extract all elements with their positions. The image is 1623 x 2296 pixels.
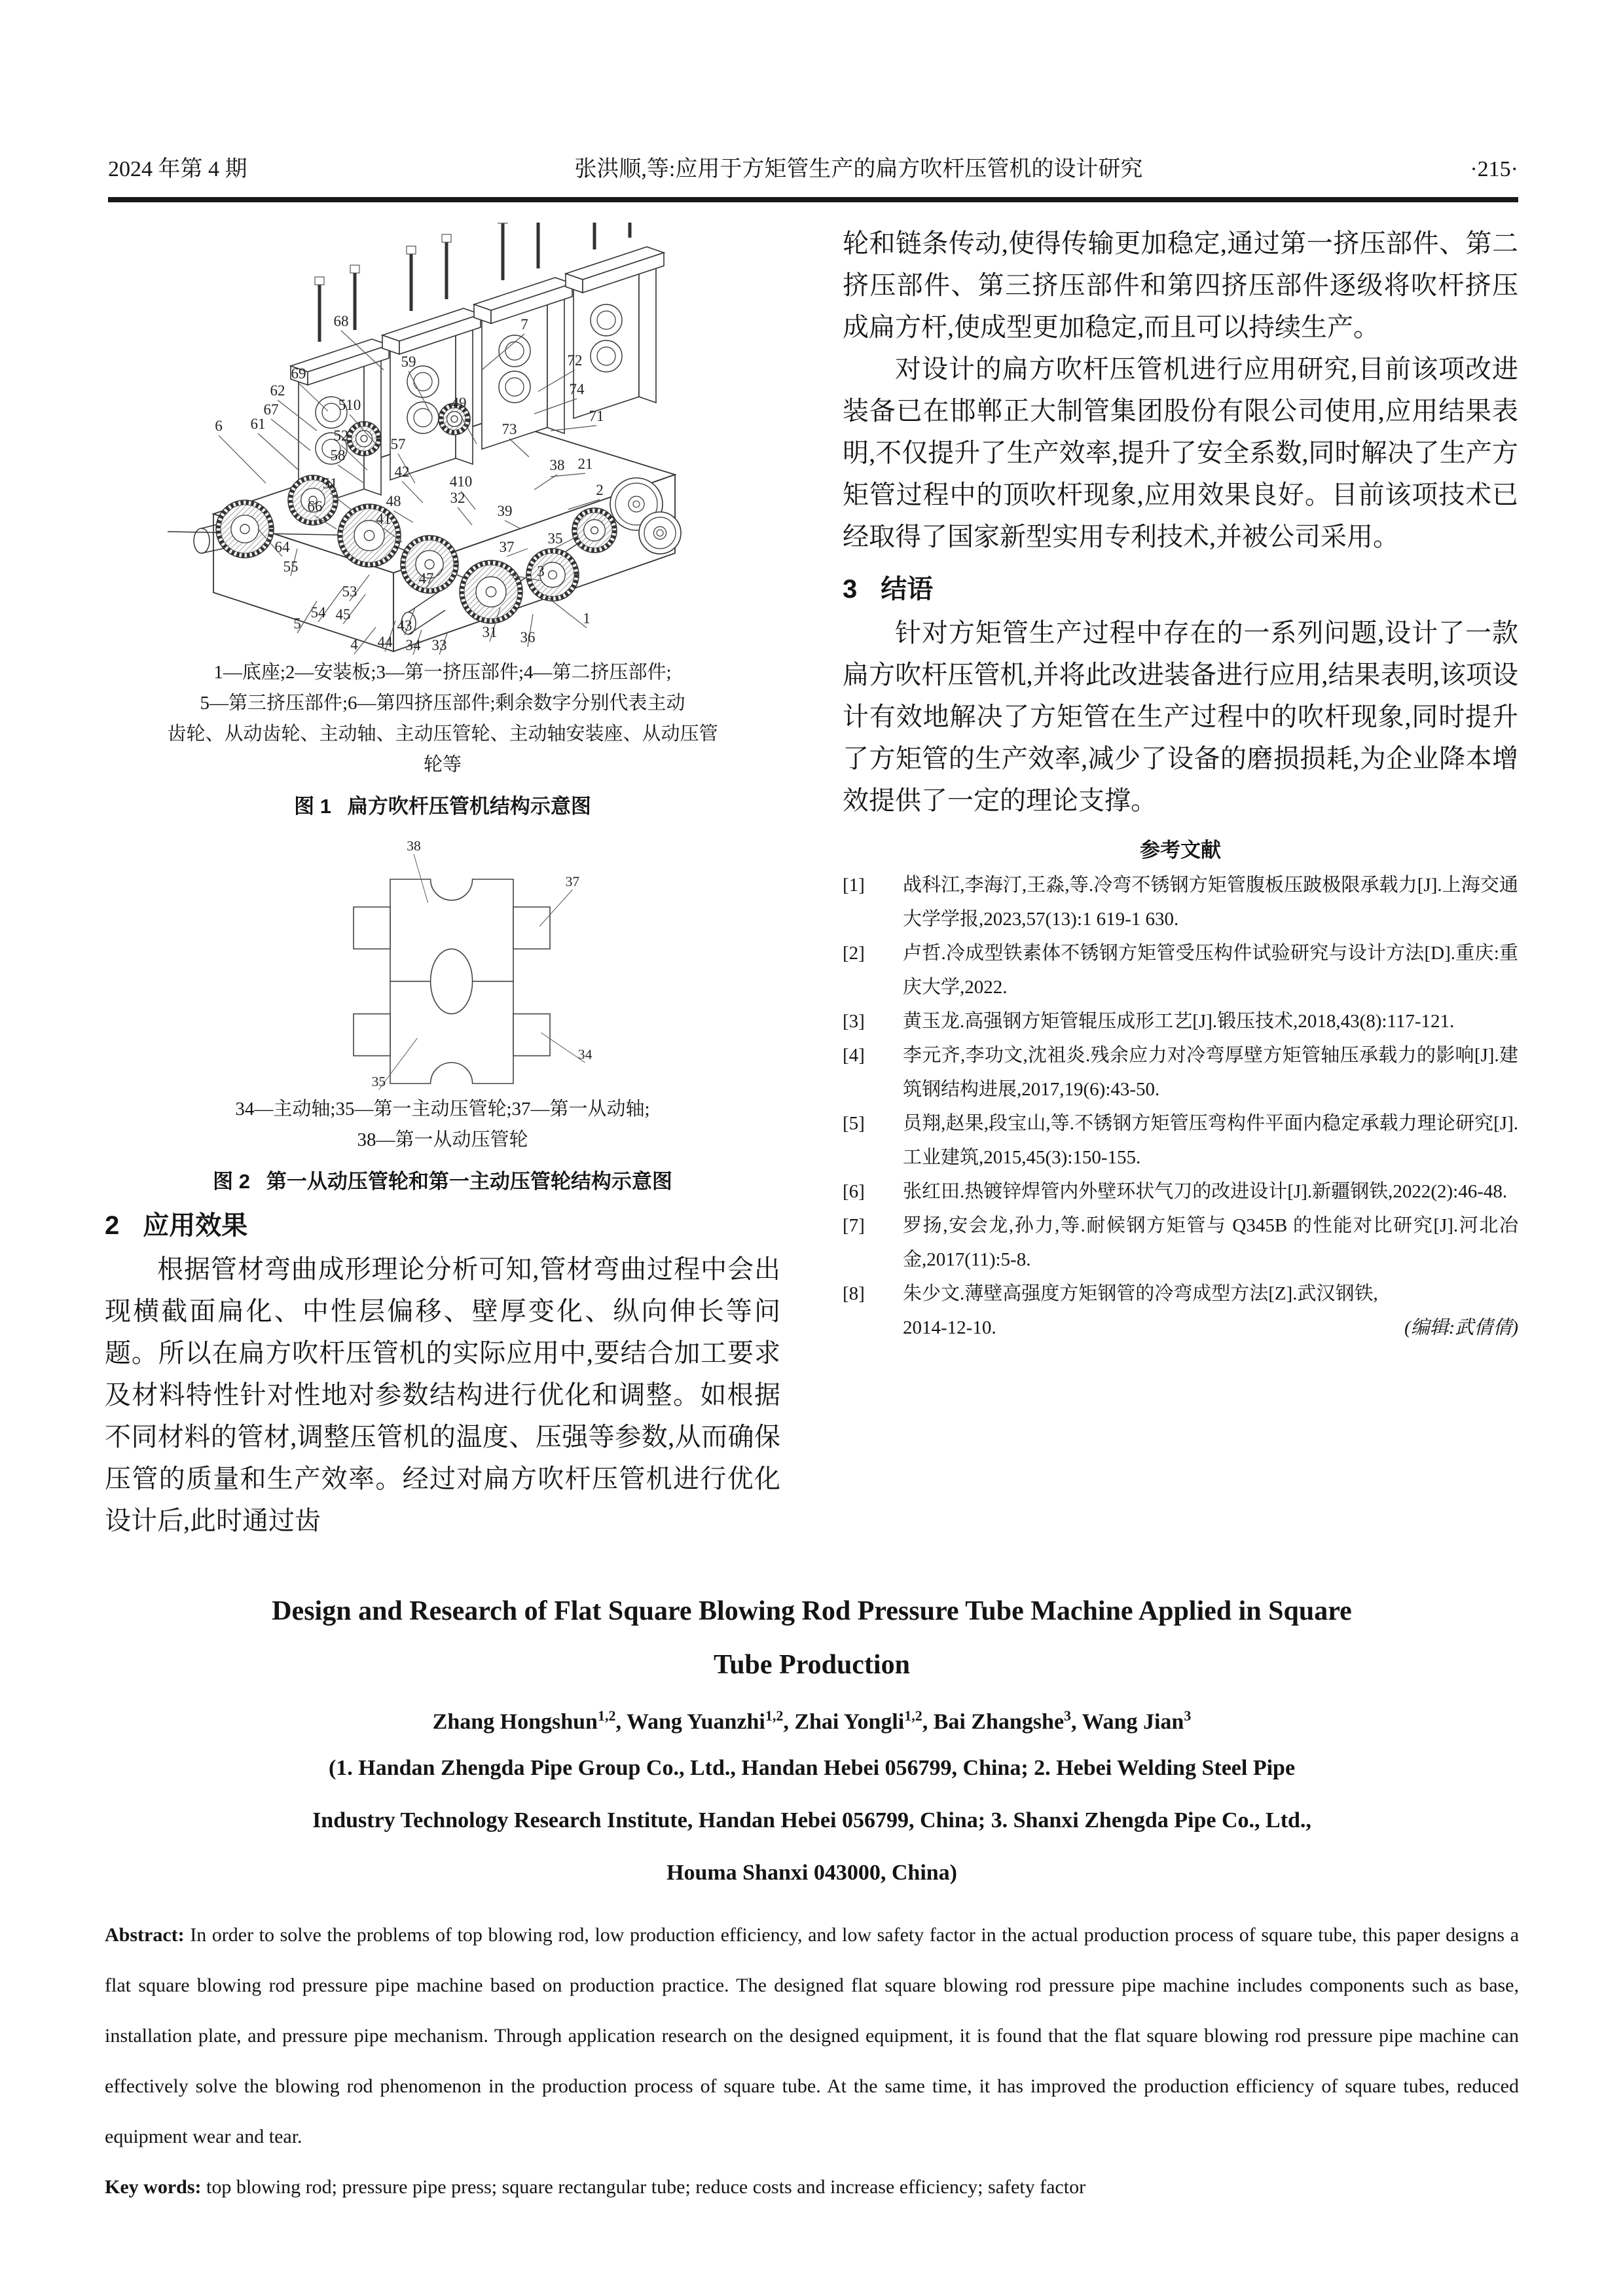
figure1-note-line: 1—底座;2—安装板;3—第一挤压部件;4—第二挤压部件;: [213, 662, 672, 683]
reference-number: [7]: [843, 1215, 865, 1236]
svg-text:68: 68: [333, 313, 349, 329]
svg-text:64: 64: [274, 539, 290, 555]
svg-text:41: 41: [376, 511, 392, 527]
svg-text:47: 47: [418, 570, 434, 587]
running-title: 张洪顺,等:应用于方矩管生产的扁方吹杆压管机的设计研究: [574, 157, 1143, 181]
reference-item: [6] 张红田.热镀锌焊管内外壁环状气刀的改进设计[J].新疆钢铁,2022(2):46-48.: [843, 1175, 1518, 1209]
svg-text:31: 31: [482, 624, 498, 640]
figure1-note-line: 齿轮、从动齿轮、主动轴、主动压管轮、主动轴安装座、从动压管: [167, 723, 718, 744]
section-2-number: 2: [105, 1211, 120, 1240]
svg-text:32: 32: [450, 490, 465, 506]
svg-text:58: 58: [330, 447, 346, 464]
section-2-paragraph: 根据管材弯曲成形理论分析可知,管材弯曲过程中会出现横截面扁化、中性层偏移、壁厚变化、纵向伸长等问题。所以在扁方吹杆压管机的实际应用中,要结合加工要求及材料特性针对性地对参数结构进行优化和调整。如根据不同材料的管材,调整压管机的温度、压强等参数,从而确保压管的质量和生产效率。经过对扁方吹杆压管机进行优化设计后,此时通过齿: [105, 1254, 780, 1535]
figure1-caption-number: 图 1: [294, 795, 332, 818]
svg-text:51: 51: [322, 475, 338, 492]
section-2-title: 应用效果: [143, 1211, 248, 1240]
svg-text:55: 55: [283, 558, 299, 575]
section-3-heading: [843, 568, 1518, 606]
svg-text:44: 44: [377, 634, 393, 650]
svg-text:6: 6: [215, 418, 223, 434]
svg-text:61: 61: [250, 416, 266, 432]
page-number: ·215·: [1470, 157, 1518, 181]
figure2-drawing: [279, 829, 606, 1091]
right-column: [843, 223, 1518, 1345]
page-header: [108, 151, 1518, 183]
svg-text:5: 5: [293, 615, 301, 632]
reference-number: [1]: [843, 875, 865, 896]
continuation-paragraph: 轮和链条传动,使得传输更加稳定,通过第一挤压部件、第二挤压部件、第三挤压部件和第四挤压部件逐级将吹杆挤压成扁方杆,使成型更加稳定,而且可以持续生产。: [843, 228, 1518, 342]
svg-text:33: 33: [431, 637, 447, 653]
abstract-text: In order to solve the problems of top blowing rod, low production efficiency, and low safety factor in the actual production process of square tube, this paper designs a flat square blowing rod pressure pipe machine based on production practice. The designed flat square blowing rod pressure pipe machine includes components such as base, installation plate, and pressure pipe mechanism. Through application research on the designed equipment, it is found that the flat square blowing rod pressure pipe machine can effectively solve the blowing rod phenomenon in the production process of square tube. At the same time, it has improved the production efficiency of square tubes, reduced equipment wear and tear.: [105, 1924, 1520, 2148]
reference-item: [3] 黄玉龙.高强钢方矩管辊压成形工艺[J].锻压技术,2018,43(8):117-121.: [843, 1004, 1518, 1038]
svg-text:38: 38: [407, 838, 421, 854]
reference-list: [843, 868, 1518, 1345]
section-3-number: 3: [843, 575, 858, 604]
figure1-note-line: 轮等: [423, 754, 462, 775]
svg-text:43: 43: [397, 617, 412, 634]
abstract-label: Abstract:: [105, 1924, 185, 1946]
figure2-caption: [105, 1165, 780, 1194]
svg-text:21: 21: [577, 456, 593, 472]
reference-number: [5]: [843, 1113, 865, 1134]
reference-number: [4]: [843, 1045, 865, 1066]
reference-item: [4] 李元齐,李功文,沈祖炎.残余应力对冷弯厚壁方矩管轴压承载力的影响[J].建筑钢结构进展,2017,19(6):43-50.: [843, 1038, 1518, 1106]
svg-text:49: 49: [451, 395, 467, 411]
svg-text:4: 4: [350, 636, 358, 653]
reference-item: [1] 战科江,李海汀,王淼,等.冷弯不锈钢方矩管腹板压跛极限承载力[J].上海交通大学学报,2023,57(13):1 619-1 630.: [843, 868, 1518, 936]
svg-text:54: 54: [310, 604, 326, 621]
figure1-drawing: [105, 223, 780, 655]
svg-text:35: 35: [547, 530, 563, 547]
svg-text:72: 72: [567, 352, 583, 369]
english-title: [105, 1584, 1519, 1692]
affiliation-line: (1. Handan Zhengda Pipe Group Co., Ltd., Handan Hebei 056799, China; 2. Hebei Welding Steel Pipe: [328, 1756, 1296, 1781]
svg-text:45: 45: [335, 606, 351, 623]
svg-text:48: 48: [386, 493, 401, 509]
svg-text:7: 7: [520, 316, 528, 333]
svg-text:52: 52: [333, 428, 349, 444]
header-rule: [108, 197, 1518, 202]
reference-number: [8]: [843, 1283, 865, 1304]
svg-text:53: 53: [342, 583, 357, 600]
reference-item: [2] 卢哲.冷成型铁素体不锈钢方矩管受压构件试验研究与设计方法[D].重庆:重庆大学,2022.: [843, 936, 1518, 1004]
figure2-caption-title: 第一从动压管轮和第一主动压管轮结构示意图: [266, 1170, 672, 1193]
application-paragraph: 对设计的扁方吹杆压管机进行应用研究,目前该项改进装备已在邯郸正大制管集团股份有限公司使用,应用结果表明,不仅提升了生产效率,提升了安全系数,同时解决了生产方矩管过程中的顶吹杆现象,应用效果良好。目前该项技术已经取得了国家新型实用专利技术,并被公司采用。: [843, 354, 1518, 551]
figure1-notes: [105, 657, 780, 780]
svg-text:35: 35: [371, 1074, 386, 1089]
svg-text:36: 36: [520, 629, 536, 646]
figure2-note-line: 34—主动轴;35—第一主动压管轮;37—第一从动轴;: [235, 1099, 650, 1120]
keywords: [105, 2162, 1519, 2212]
svg-text:37: 37: [565, 873, 580, 890]
left-column: [105, 223, 780, 1542]
svg-text:3: 3: [537, 563, 545, 579]
svg-text:74: 74: [569, 381, 585, 397]
svg-text:69: 69: [291, 365, 306, 382]
svg-text:37: 37: [499, 539, 515, 555]
references-heading: 参考文献: [1140, 839, 1221, 862]
english-section: [105, 1584, 1519, 2212]
figure1-caption: [105, 790, 780, 819]
svg-text:34: 34: [405, 637, 421, 653]
reference-number: [2]: [843, 943, 865, 964]
issue-label: 2024 年第 4 期: [108, 157, 247, 181]
conclusion-paragraph: 针对方矩管生产过程中存在的一系列问题,设计了一款扁方吹杆压管机,并将此改进装备进行应用,结果表明,该项设计有效地解决了方矩管在生产过程中的吹杆现象,同时提升了方矩管的生产效率,减少了设备的磨损损耗,为企业降本增效提供了一定的理论支撑。: [843, 618, 1518, 815]
svg-text:66: 66: [307, 498, 323, 515]
affiliation-line: Industry Technology Research Institute, Handan Hebei 056799, China; 3. Shanxi Zhengda Pipe Co., Ltd.,: [312, 1808, 1311, 1833]
keywords-text: top blowing rod; pressure pipe press; square rectangular tube; reduce costs and increase efficiency; safety factor: [206, 2176, 1086, 2198]
abstract: [105, 1910, 1519, 2162]
reference-number: [6]: [843, 1181, 865, 1202]
figure2-notes: [105, 1094, 780, 1156]
svg-text:57: 57: [390, 436, 406, 452]
reference-item: [7] 罗扬,安会龙,孙力,等.耐候钢方矩管与 Q345B 的性能对比研究[J].河北冶金,2017(11):5-8.: [843, 1209, 1518, 1277]
svg-text:67: 67: [263, 401, 279, 418]
figure2-note-line: 38—第一从动压管轮: [357, 1129, 528, 1150]
keywords-label: Key words:: [105, 2176, 202, 2198]
svg-text:2: 2: [596, 482, 604, 498]
figure2-caption-number: 图 2: [213, 1170, 251, 1193]
reference-item: [8] 朱少文.薄壁高强度方矩钢管的冷弯成型方法[Z].武汉钢铁, 2014-12-10. (编辑:武倩倩): [843, 1277, 1518, 1345]
svg-text:73: 73: [501, 421, 517, 437]
reference-item: [5] 员翔,赵果,段宝山,等.不锈钢方矩管压弯构件平面内稳定承载力理论研究[J].工业建筑,2015,45(3):150-155.: [843, 1106, 1518, 1175]
svg-text:62: 62: [270, 382, 285, 399]
svg-text:34: 34: [577, 1046, 593, 1063]
svg-text:71: 71: [589, 408, 604, 424]
authors-line: Zhang Hongshun$^{1,2}$, Wang Yuanzhi$^{1,2}$, Zhai Yongli$^{1,2}$, Bai Zhangshe$^3$, Wang Jian$^3$: [432, 1707, 1192, 1734]
figure1-caption-title: 扁方吹杆压管机结构示意图: [347, 795, 591, 818]
svg-text:39: 39: [497, 503, 513, 519]
svg-text:410: 410: [449, 473, 473, 490]
affiliation-line: Houma Shanxi 043000, China): [666, 1861, 957, 1886]
svg-text:38: 38: [549, 457, 565, 473]
english-title-line: Tube Production: [714, 1650, 910, 1680]
svg-text:42: 42: [394, 464, 410, 480]
section-2-heading: [105, 1205, 780, 1242]
editor-note: (编辑:武倩倩): [1404, 1317, 1518, 1338]
svg-text:1: 1: [583, 610, 591, 627]
affiliations: [105, 1742, 1519, 1899]
section-3-title: 结语: [881, 575, 934, 604]
figure1-note-line: 5—第三挤压部件;6—第四挤压部件;剩余数字分别代表主动: [200, 693, 685, 714]
english-title-line: Design and Research of Flat Square Blowing Rod Pressure Tube Machine Applied in Square: [272, 1596, 1352, 1626]
svg-text:59: 59: [401, 354, 416, 370]
reference-number: [3]: [843, 1011, 865, 1032]
svg-text:510: 510: [338, 397, 361, 413]
